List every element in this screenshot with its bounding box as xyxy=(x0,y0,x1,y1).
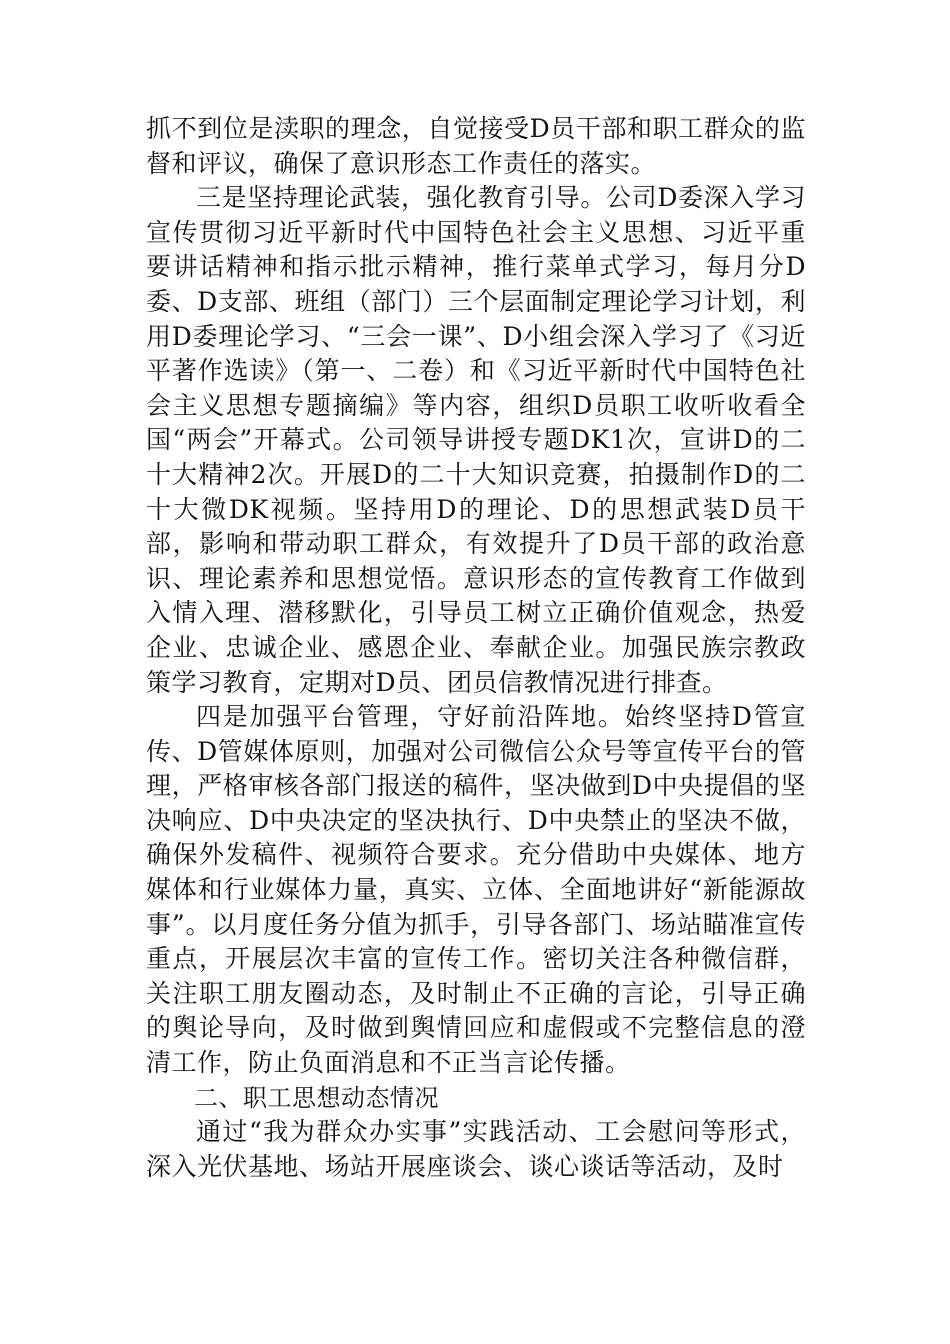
paragraph-platform-management: 四是加强平台管理，守好前沿阵地。始终坚持D管宣传、D管媒体原则，加强对公司微信公众号等宣传平台的管理，严格审核各部门报送的稿件，坚决做到D中央提倡的坚决响应、D中央决定的坚决执行、D中央禁止的坚决不做，确保外发稿件、视频符合要求。充分借助中央媒体、地方媒体和行业媒体力量，真实、立体、全面地讲好“新能源故事”。以月度任务分值为抓手，引导各部门、场站瞄准宣传重点，开展层次丰富的宣传工作。密切关注各种微信群，关注职工朋友圈动态，及时制止不正确的言论，引导正确的舆论导向，及时做到舆情回应和虚假或不完整信息的澄清工作，防止负面消息和不正当言论传播。 xyxy=(146,702,806,1078)
paragraph-continuation: 抓不到位是渎职的理念，自觉接受D员干部和职工群众的监督和评议，确保了意识形态工作责任的落实。 xyxy=(146,114,806,178)
document-page xyxy=(146,112,806,1184)
section-heading: 二、职工思想动态情况 xyxy=(194,1083,439,1112)
paragraph-theory-education: 三是坚持理论武装，强化教育引导。公司D委深入学习宣传贯彻习近平新时代中国特色社会主义思想、习近平重要讲话精神和指示批示精神，推行菜单式学习，每月分D委、D支部、班组（部门）三个层面制定理论学习计划，利用D委理论学习、“三会一课”、D小组会深入学习了《习近平著作选读》（第一、二卷）和《习近平新时代中国特色社会主义思想专题摘编》等内容，组织D员职工收听收看全国“两会”开幕式。公司领导讲授专题DK1次，宣讲D的二十大精神2次。开展D的二十大知识竞赛，拍摄制作D的二十大微DK视频。坚持用D的理论、D的思想武装D员干部，影响和带动职工群众，有效提升了D员干部的政治意识、理论素养和思想觉悟。意识形态的宣传教育工作做到入情入理、潜移默化，引导员工树立正确价值观念，热爱企业、忠诚企业、感恩企业、奉献企业。加强民族宗教政策学习教育，定期对D员、团员信教情况进行排查。 xyxy=(146,183,806,697)
paragraph-employee-thoughts: 通过“我为群众办实事”实践活动、工会慰问等形式，深入光伏基地、场站开展座谈会、谈心谈话等活动，及时 xyxy=(146,1117,806,1181)
